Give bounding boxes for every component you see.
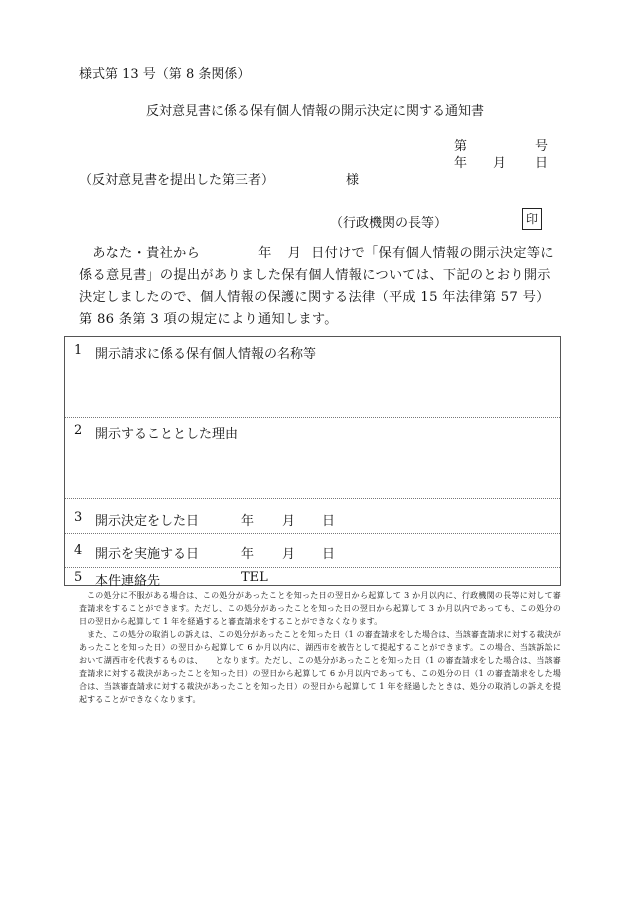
row-month: 月 <box>282 514 296 529</box>
row-number: 5 <box>74 570 83 585</box>
doc-date-day: 日 <box>535 156 549 171</box>
decision-table <box>64 336 561 589</box>
body-part1: あなた・貴社から <box>92 246 201 261</box>
row-label: 開示請求に係る保有個人情報の名称等 <box>95 347 317 362</box>
notes-section <box>79 589 561 706</box>
row-label: 本件連絡先 <box>95 574 161 589</box>
row-year: 年 <box>241 514 255 529</box>
row-day: 日 <box>322 514 336 529</box>
table-row <box>65 337 560 418</box>
row-number: 4 <box>74 543 83 558</box>
doc-date-month: 月 <box>493 156 507 171</box>
table-row <box>65 533 560 568</box>
row-label: 開示することとした理由 <box>95 427 239 442</box>
note-paragraph: また、この処分の取消しの訴えは、この処分があったことを知った日（1 の審査請求をした場合は、当該審査請求に対する裁決があったことを知った日）の翌日から起算して 6 か月以内に、湖西市を被告として提起することができます。この場合、当該訴訟において湖西市を代表するものは、 となります。ただし、この処分があったことを知った日（1 の審査請求をした場合は、当該審査請求に対する裁決があったことを知った日）の翌日から起算して 6 か月以内であっても、この処分の日（1 の審査請求をした場合は、当該審査請求に対する裁決があったことを知った日）の翌日から起算して 1 年を経過したときは、処分の取消しの訴えを提起することができなくなります。 <box>79 630 561 704</box>
document-title: 反対意見書に係る保有個人情報の開示決定に関する通知書 <box>146 104 485 119</box>
doc-number-go: 号 <box>535 139 549 154</box>
table-row <box>65 498 560 534</box>
row-label: 開示決定をした日 <box>95 514 200 529</box>
row-label: 開示を実施する日 <box>95 547 200 562</box>
form-number: 様式第 13 号（第 8 条関係） <box>79 67 251 82</box>
sender-label: （行政機関の長等） <box>330 216 448 231</box>
row-day: 日 <box>322 547 336 562</box>
doc-date-year: 年 <box>454 156 468 171</box>
row-number: 3 <box>74 510 83 525</box>
row-month: 月 <box>282 547 296 562</box>
body-part2: 日付けで「保有個人情報の開示決定等に係る意見書」の提出がありました保有個人情報については、下記のとおり開示決定しましたので、個人情報の保護に関する法律（平成 15 年法律第 57 号）第 86 条第 3 項の規定により通知します。 <box>79 246 554 327</box>
note-paragraph: この処分に不服がある場合は、この処分があったことを知った日の翌日から起算して 3 か月以内に、行政機関の長等に対して審査請求をすることができます。ただし、この処分があったことを知った日の翌日から起算して 3 か月以内であっても、この処分の日の翌日から起算して 1 年を経過すると審査請求をすることができなくなります。 <box>79 591 561 626</box>
contact-tel: TEL <box>241 570 268 585</box>
recipient-label: （反対意見書を提出した第三者） <box>79 173 275 188</box>
row-year: 年 <box>241 547 255 562</box>
body-year: 年 <box>258 246 272 261</box>
notice-body <box>79 243 557 331</box>
body-month: 月 <box>287 246 302 261</box>
recipient-honorific: 様 <box>346 173 360 188</box>
row-number: 1 <box>74 343 83 358</box>
doc-number-dai: 第 <box>454 139 468 154</box>
table-row <box>65 567 560 589</box>
table-row <box>65 417 560 499</box>
seal-mark: 印 <box>522 208 542 230</box>
row-number: 2 <box>74 423 83 438</box>
